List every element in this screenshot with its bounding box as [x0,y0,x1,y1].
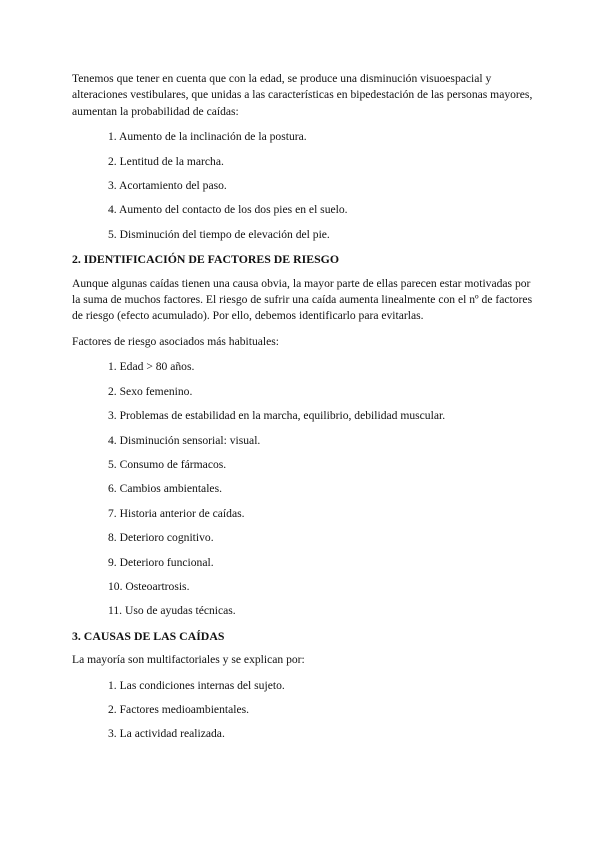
posture-changes-list [72,129,534,243]
causes-paragraph: La mayoría son multifactoriales y se explican por: [72,653,305,667]
list-item: 2. Lentitud de la marcha. [108,154,224,168]
document-body [72,71,534,751]
list-item: 7. Historia anterior de caídas. [108,506,245,520]
list-item: 11. Uso de ayudas técnicas. [108,604,236,618]
section-heading-risk-factors: 2. IDENTIFICACIÓN DE FACTORES DE RIESGO [72,252,340,267]
list-item: 4. Disminución sensorial: visual. [108,433,261,447]
list-item: 3. Problemas de estabilidad en la marcha, equilibrio, debilidad muscular. [108,409,446,423]
list-item: 8. Deterioro cognitivo. [108,531,214,545]
risk-factors-subheading: Factores de riesgo asociados más habituales: [72,334,280,348]
causes-list [72,678,534,743]
list-item: 5. Consumo de fármacos. [108,457,227,471]
list-item: 4. Aumento del contacto de los dos pies en el suelo. [108,203,348,217]
list-item: 2. Factores medioambientales. [108,702,250,716]
list-item: 6. Cambios ambientales. [108,482,222,496]
list-item: 1. Aumento de la inclinación de la postura. [108,130,307,144]
list-item: 5. Disminución del tiempo de elevación del pie. [108,227,330,241]
risk-factors-paragraph: Aunque algunas caídas tienen una causa obvia, la mayor parte de ellas parecen estar motivadas por la suma de muchos factores. El riesgo de sufrir una caída aumenta linealmente con el nº de factores de riesgo (efecto acumulado). Por ello, debemos identificarlo para evitarlas. [72,276,533,323]
intro-paragraph: Tenemos que tener en cuenta que con la edad, se produce una disminución visuoespacial y alteraciones vestibulares, que unidas a las características en bipedestación de las personas mayores, aumentan la probabilidad de caídas: [72,72,533,118]
list-item: 1. Las condiciones internas del sujeto. [108,678,285,692]
list-item: 2. Sexo femenino. [108,384,193,398]
list-item: 3. Acortamiento del paso. [108,179,227,193]
list-item: 10. Osteoartrosis. [108,579,190,593]
list-item: 3. La actividad realizada. [108,727,225,741]
section-heading-causes: 3. CAUSAS DE LAS CAÍDAS [72,628,225,643]
risk-factors-list [72,359,534,619]
list-item: 1. Edad > 80 años. [108,360,195,374]
list-item: 9. Deterioro funcional. [108,555,214,569]
